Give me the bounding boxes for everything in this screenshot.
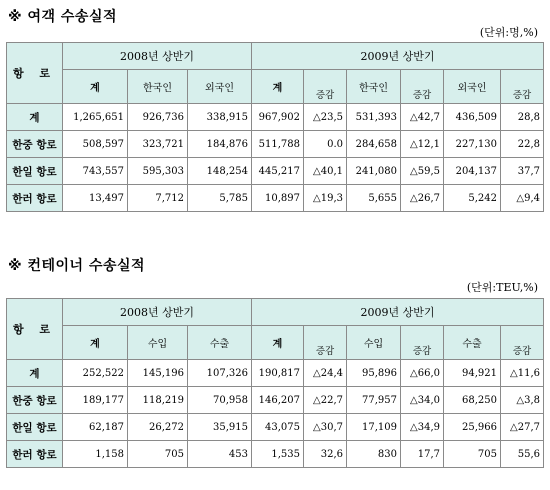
- table-cell: 967,902: [252, 104, 304, 131]
- table-cell: 17,109: [347, 414, 401, 441]
- column-header: 증감: [401, 326, 444, 360]
- route-label: 계: [7, 360, 63, 387]
- route-label: 계: [7, 104, 63, 131]
- table-cell: △42,7: [401, 104, 444, 131]
- column-header: 계: [63, 70, 128, 104]
- container-table: [6, 298, 544, 468]
- table-cell: 453: [188, 441, 252, 468]
- table-cell: △34,0: [401, 387, 444, 414]
- column-header: 증감: [501, 326, 544, 360]
- table-cell: 5,785: [188, 185, 252, 212]
- table-cell: 743,557: [63, 158, 128, 185]
- table-cell: 705: [444, 441, 501, 468]
- table-cell: 338,915: [188, 104, 252, 131]
- table-cell: 17,7: [401, 441, 444, 468]
- table-cell: 323,721: [128, 131, 188, 158]
- table-cell: 26,272: [128, 414, 188, 441]
- table-row: [7, 414, 544, 441]
- column-header: 외국인: [444, 70, 501, 104]
- passenger-unit-label: (단위:명,%): [479, 26, 538, 39]
- table-cell: 508,597: [63, 131, 128, 158]
- table-cell: 62,187: [63, 414, 128, 441]
- table-cell: 5,655: [347, 185, 401, 212]
- table-row: [7, 185, 544, 212]
- table-cell: △27,7: [501, 414, 544, 441]
- table-cell: 118,219: [128, 387, 188, 414]
- column-header: 증감: [304, 70, 347, 104]
- route-column-header: 항 로: [7, 299, 63, 360]
- table-cell: 184,876: [188, 131, 252, 158]
- column-header: 계: [252, 326, 304, 360]
- passenger-section-title: ※ 여객 수송실적: [8, 9, 118, 25]
- period-2009-header: 2009년 상반기: [252, 299, 544, 326]
- period-2008-header: 2008년 상반기: [63, 299, 252, 326]
- table-cell: 595,303: [128, 158, 188, 185]
- table-cell: 32,6: [304, 441, 347, 468]
- table-cell: △34,9: [401, 414, 444, 441]
- table-cell: 35,915: [188, 414, 252, 441]
- table-cell: 705: [128, 441, 188, 468]
- table-cell: △22,7: [304, 387, 347, 414]
- table-cell: 204,137: [444, 158, 501, 185]
- table-cell: 70,958: [188, 387, 252, 414]
- table-row: [7, 441, 544, 468]
- table-cell: 68,250: [444, 387, 501, 414]
- table-cell: △30,7: [304, 414, 347, 441]
- table-cell: 926,736: [128, 104, 188, 131]
- table-row: [7, 360, 544, 387]
- table-cell: 7,712: [128, 185, 188, 212]
- table-row: [7, 104, 544, 131]
- period-2009-header: 2009년 상반기: [252, 43, 544, 70]
- column-header: 수출: [444, 326, 501, 360]
- route-label: 한러 항로: [7, 441, 63, 468]
- column-header: 한국인: [128, 70, 188, 104]
- column-header: 수출: [188, 326, 252, 360]
- table-cell: △24,4: [304, 360, 347, 387]
- table-cell: 55,6: [501, 441, 544, 468]
- table-cell: 0.0: [304, 131, 347, 158]
- table-cell: 436,509: [444, 104, 501, 131]
- table-cell: 830: [347, 441, 401, 468]
- table-row: [7, 131, 544, 158]
- table-cell: △59,5: [401, 158, 444, 185]
- table-cell: 10,897: [252, 185, 304, 212]
- table-cell: 145,196: [128, 360, 188, 387]
- table-cell: 148,254: [188, 158, 252, 185]
- table-cell: 1,535: [252, 441, 304, 468]
- table-cell: 5,242: [444, 185, 501, 212]
- table-cell: 189,177: [63, 387, 128, 414]
- route-column-header: 항 로: [7, 43, 63, 104]
- table-row: [7, 387, 544, 414]
- table-cell: 511,788: [252, 131, 304, 158]
- container-unit-label: (단위:TEU,%): [466, 281, 538, 294]
- table-cell: △26,7: [401, 185, 444, 212]
- table-cell: 146,207: [252, 387, 304, 414]
- container-section-title: ※ 컨테이너 수송실적: [8, 258, 146, 274]
- table-cell: 284,658: [347, 131, 401, 158]
- table-cell: △12,1: [401, 131, 444, 158]
- table-cell: 95,896: [347, 360, 401, 387]
- column-header: 수입: [347, 326, 401, 360]
- period-2008-header: 2008년 상반기: [63, 43, 252, 70]
- table-cell: △66,0: [401, 360, 444, 387]
- table-cell: 22,8: [501, 131, 544, 158]
- table-cell: 13,497: [63, 185, 128, 212]
- table-cell: △23,5: [304, 104, 347, 131]
- table-cell: 531,393: [347, 104, 401, 131]
- passenger-table: [6, 42, 544, 212]
- table-cell: 445,217: [252, 158, 304, 185]
- route-label: 한중 항로: [7, 131, 63, 158]
- column-header: 한국인: [347, 70, 401, 104]
- table-cell: 107,326: [188, 360, 252, 387]
- column-header: 수입: [128, 326, 188, 360]
- table-cell: 28,8: [501, 104, 544, 131]
- column-header: 계: [252, 70, 304, 104]
- table-cell: 25,966: [444, 414, 501, 441]
- table-cell: △9,4: [501, 185, 544, 212]
- column-header: 증감: [501, 70, 544, 104]
- table-cell: 37,7: [501, 158, 544, 185]
- table-row: [7, 158, 544, 185]
- column-header: 증감: [304, 326, 347, 360]
- table-cell: 190,817: [252, 360, 304, 387]
- table-cell: △19,3: [304, 185, 347, 212]
- column-header: 증감: [401, 70, 444, 104]
- column-header: 외국인: [188, 70, 252, 104]
- route-label: 한일 항로: [7, 158, 63, 185]
- table-cell: △40,1: [304, 158, 347, 185]
- table-cell: 43,075: [252, 414, 304, 441]
- table-cell: 1,158: [63, 441, 128, 468]
- table-cell: 1,265,651: [63, 104, 128, 131]
- table-cell: 94,921: [444, 360, 501, 387]
- table-cell: 77,957: [347, 387, 401, 414]
- table-cell: △3,8: [501, 387, 544, 414]
- column-header: 계: [63, 326, 128, 360]
- table-cell: 241,080: [347, 158, 401, 185]
- table-cell: 252,522: [63, 360, 128, 387]
- route-label: 한일 항로: [7, 414, 63, 441]
- route-label: 한러 항로: [7, 185, 63, 212]
- table-cell: △11,6: [501, 360, 544, 387]
- route-label: 한중 항로: [7, 387, 63, 414]
- table-cell: 227,130: [444, 131, 501, 158]
